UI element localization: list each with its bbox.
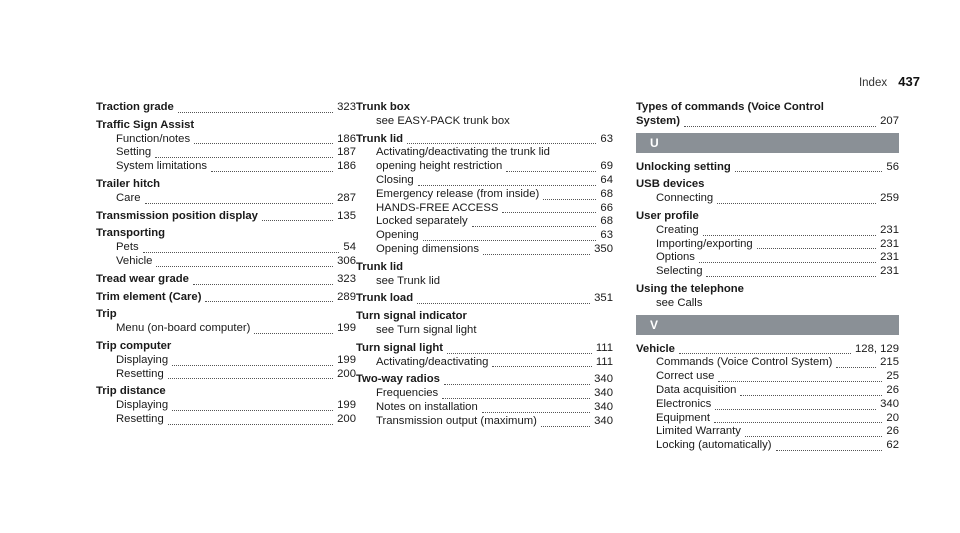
subentry-page-number[interactable]: 63: [600, 229, 613, 242]
subentry-text: Correct use: [656, 370, 715, 383]
entry-page-number[interactable]: 351: [594, 292, 613, 305]
entry-heading-row[interactable]: [356, 292, 613, 306]
subentry-text: Notes on installation: [376, 400, 478, 413]
dot-leader: [684, 126, 876, 127]
subentry-text: Data acquisition: [656, 383, 737, 396]
subentry-text: Creating: [656, 223, 699, 236]
entry-page-number[interactable]: 111: [595, 341, 613, 354]
entry-heading: USB devices: [636, 178, 705, 191]
index-entry: [636, 283, 899, 311]
dot-leader: [757, 248, 876, 249]
subentry-text: Selecting: [656, 265, 703, 278]
subentry-page-number[interactable]: 306: [337, 254, 356, 267]
subentry-page-number[interactable]: 350: [594, 242, 613, 255]
dot-leader: [205, 301, 333, 302]
subentry-row[interactable]: [356, 229, 613, 243]
subentry-row[interactable]: [356, 387, 613, 401]
subentry-text: Resetting: [116, 412, 164, 425]
entry-heading-row[interactable]: [356, 342, 613, 356]
subentry-page-number[interactable]: 340: [594, 414, 613, 427]
entry-heading-row: [636, 283, 899, 297]
subentry-page-number[interactable]: 231: [880, 251, 899, 264]
dot-leader: [699, 262, 876, 263]
entry-heading-row[interactable]: [636, 115, 899, 129]
subentry-text: Closing: [376, 173, 414, 186]
entry-heading-row: [96, 340, 356, 354]
subentry-page-number[interactable]: 200: [337, 412, 356, 425]
page-number: 437: [898, 74, 920, 89]
entry-heading-row[interactable]: [96, 291, 356, 305]
dot-leader: [418, 185, 597, 186]
entry-heading-row[interactable]: [636, 161, 899, 175]
subentry-row[interactable]: [96, 354, 356, 368]
index-entry: [96, 291, 356, 305]
subentry-text: Options: [656, 251, 695, 264]
entry-page-number[interactable]: 63: [600, 132, 613, 145]
subentry-text: Commands (Voice Control System): [656, 356, 833, 369]
subentry-row[interactable]: [96, 255, 356, 269]
subentry-row[interactable]: [636, 398, 899, 412]
entry-heading: Trunk box: [356, 101, 410, 113]
entry-heading: Unlocking setting: [636, 160, 731, 173]
cross-reference[interactable]: see Trunk lid: [376, 274, 441, 287]
subentry-text: Resetting: [116, 367, 164, 380]
subentry-text: Opening dimensions: [376, 242, 479, 255]
subentry-row[interactable]: [636, 384, 899, 398]
dot-leader: [541, 426, 590, 427]
subentry-row[interactable]: [96, 399, 356, 413]
index-entry: [356, 342, 613, 370]
entry-heading: Trunk load: [356, 292, 414, 305]
subentry-text: Locking (automatically): [656, 439, 772, 452]
subentry-page-number[interactable]: 54: [343, 241, 356, 254]
subentry-row[interactable]: [636, 356, 899, 370]
entry-heading: Using the telephone: [636, 282, 744, 295]
subentry-row[interactable]: [356, 202, 613, 216]
dot-leader: [543, 199, 596, 200]
entry-heading-line1: Types of commands (Voice Control: [636, 101, 824, 113]
subentry-text: Displaying: [116, 399, 169, 412]
cross-reference[interactable]: see Turn signal light: [376, 323, 477, 336]
entry-heading-row: [356, 310, 613, 324]
subentry-text: Emergency release (from inside): [376, 187, 540, 200]
dot-leader: [472, 226, 597, 227]
dot-leader: [178, 112, 333, 113]
subentry-row[interactable]: [356, 215, 613, 229]
dot-leader: [745, 436, 882, 437]
subentry-row[interactable]: [636, 238, 899, 252]
entry-heading: Vehicle: [636, 342, 675, 355]
subentry-row[interactable]: [636, 192, 899, 206]
subentry-page-number[interactable]: 340: [594, 400, 613, 413]
entry-heading-row: [356, 261, 613, 275]
entry-heading-row: [636, 178, 899, 192]
subentry-page-number[interactable]: 231: [880, 237, 899, 250]
dot-leader: [417, 303, 590, 304]
index-entry: [356, 292, 613, 306]
dot-leader: [714, 422, 882, 423]
dot-leader: [836, 367, 876, 368]
subentry-row[interactable]: [636, 251, 899, 265]
dot-leader: [717, 203, 876, 204]
entry-heading: User profile: [636, 209, 699, 222]
entry-heading: Trunk lid: [356, 132, 404, 145]
entry-page-number[interactable]: 323: [337, 101, 356, 113]
entry-heading: Traffic Sign Assist: [96, 118, 195, 131]
index-entry: [636, 343, 899, 453]
subentry-page-number[interactable]: 231: [880, 265, 899, 278]
dot-leader: [194, 143, 333, 144]
index-entry: [96, 308, 356, 336]
index-entry: [96, 340, 356, 381]
entry-heading: Tread wear grade: [96, 272, 189, 285]
entry-heading: Transporting: [96, 227, 166, 240]
dot-leader: [168, 378, 333, 379]
dot-leader: [193, 284, 333, 285]
index-entry: [96, 119, 356, 174]
dot-leader: [679, 353, 851, 354]
entry-heading: Transmission position display: [96, 209, 258, 222]
entry-heading-row: [96, 227, 356, 241]
entry-page-number[interactable]: 128, 129: [855, 342, 899, 355]
entry-heading-line2: System): [636, 114, 680, 127]
subentry-text: Limited Warranty: [656, 425, 741, 438]
subentry-page-number[interactable]: 68: [600, 187, 613, 200]
dot-leader: [145, 203, 334, 204]
cross-reference[interactable]: see EASY-PACK trunk box: [376, 114, 510, 127]
dot-leader: [155, 157, 333, 158]
entry-heading: Two-way radios: [356, 373, 440, 386]
index-entry: [96, 273, 356, 287]
subentry-text: Activating/deactivating the trunk lid: [376, 146, 550, 159]
entry-heading-row[interactable]: [96, 273, 356, 287]
subentry-page-number[interactable]: 340: [594, 387, 613, 400]
subentry-text: Equipment: [656, 411, 711, 424]
entry-page-number[interactable]: 56: [886, 160, 899, 173]
dot-leader: [706, 276, 876, 277]
subentry-page-number[interactable]: 111: [595, 355, 613, 368]
subentry-row[interactable]: [96, 146, 356, 160]
subentry-row[interactable]: [636, 265, 899, 279]
index-entry: [96, 210, 356, 224]
subentry-page-number[interactable]: 64: [600, 173, 613, 186]
subentry-text: HANDS-FREE ACCESS: [376, 201, 499, 214]
subentry-page-number[interactable]: 215: [880, 356, 899, 369]
dot-leader: [483, 254, 590, 255]
subentry-row[interactable]: [636, 224, 899, 238]
entry-heading-row[interactable]: [96, 101, 356, 115]
dot-leader: [423, 240, 597, 241]
entry-page-number[interactable]: 135: [337, 209, 356, 222]
section-title: Index: [858, 77, 888, 89]
subentry-page-number[interactable]: 200: [337, 367, 356, 380]
entry-heading: Trip distance: [96, 385, 166, 398]
index-entry: [356, 133, 613, 257]
subentry-row[interactable]: [356, 160, 613, 174]
subentry-page-number[interactable]: 231: [880, 223, 899, 236]
entry-heading-row[interactable]: [356, 373, 613, 387]
subentry-page-number[interactable]: 66: [600, 201, 613, 214]
subentry-row[interactable]: [96, 413, 356, 427]
index-entry: [636, 178, 899, 206]
dot-leader: [442, 398, 590, 399]
entry-page-number[interactable]: 323: [337, 272, 356, 285]
subentry-row: [356, 146, 613, 160]
dot-leader: [482, 412, 590, 413]
index-column-2: [356, 101, 613, 433]
section-letter: U: [636, 133, 899, 153]
subentry-text: System limitations: [116, 160, 208, 173]
subentry-row[interactable]: [356, 188, 613, 202]
subentry-page-number[interactable]: 25: [886, 370, 899, 383]
index-entry: [96, 101, 356, 115]
subentry-page-number[interactable]: 340: [880, 397, 899, 410]
index-entry: [636, 161, 899, 175]
dot-leader: [735, 171, 883, 172]
entry-heading: Trip: [96, 308, 117, 321]
entry-heading-row[interactable]: [96, 210, 356, 224]
index-entry: [356, 101, 613, 129]
subentry-text: Care: [116, 191, 141, 204]
dot-leader: [143, 252, 340, 253]
subentry-page-number[interactable]: 259: [880, 192, 899, 205]
entry-heading: Trailer hitch: [96, 177, 161, 190]
entry-heading: Turn signal light: [356, 341, 444, 354]
index-entry: [356, 261, 613, 289]
dot-leader: [444, 384, 590, 385]
subentry-text: Opening: [376, 229, 419, 242]
subentry-row[interactable]: [636, 425, 899, 439]
entry-heading-row: [636, 210, 899, 224]
subentry-row[interactable]: [96, 322, 356, 336]
subentry-page-number[interactable]: 62: [886, 439, 899, 452]
entry-heading-row: [96, 119, 356, 133]
dot-leader: [407, 143, 596, 144]
index-entry: [96, 227, 356, 268]
dot-leader: [447, 353, 592, 354]
subentry-row[interactable]: [356, 415, 613, 429]
subentry-page-number[interactable]: 186: [337, 160, 356, 173]
subentry-text: Connecting: [656, 192, 714, 205]
entry-heading-row[interactable]: [356, 133, 613, 147]
subentry-row[interactable]: [636, 412, 899, 426]
entry-page-number[interactable]: 289: [337, 290, 356, 303]
subentry-row[interactable]: [356, 401, 613, 415]
subentry-text: Transmission output (maximum): [376, 414, 537, 427]
subentry-text: Electronics: [656, 397, 712, 410]
dot-leader: [776, 450, 883, 451]
dot-leader: [172, 410, 333, 411]
entry-heading: Traction grade: [96, 101, 174, 113]
subentry-page-number[interactable]: 68: [600, 215, 613, 228]
subentry-page-number[interactable]: 186: [337, 132, 356, 145]
subentry-page-number[interactable]: 26: [886, 425, 899, 438]
subentry-text: opening height restriction: [376, 160, 503, 173]
dot-leader: [254, 333, 333, 334]
page-header: [859, 74, 920, 89]
index-entry: [636, 101, 899, 129]
subentry-text: Frequencies: [376, 387, 439, 400]
dot-leader: [172, 365, 333, 366]
subentry-page-number[interactable]: 199: [337, 399, 356, 412]
subentry-text: Setting: [116, 146, 152, 159]
dot-leader: [718, 381, 882, 382]
subentry-text: Activating/deactivating: [376, 355, 489, 368]
dot-leader: [703, 235, 876, 236]
cross-reference[interactable]: see Calls: [656, 296, 703, 309]
entry-heading: Trunk lid: [356, 260, 404, 273]
dot-leader: [506, 171, 596, 172]
subentry-page-number[interactable]: 199: [337, 322, 356, 335]
subentry-text: Vehicle: [116, 254, 153, 267]
section-letter: V: [636, 315, 899, 335]
subentry-row[interactable]: [96, 160, 356, 174]
subentry-text: Function/notes: [116, 132, 191, 145]
entry-heading-row: [356, 101, 613, 115]
entry-heading-row: [96, 308, 356, 322]
subentry-row[interactable]: [356, 243, 613, 257]
entry-heading: Turn signal indicator: [356, 310, 467, 323]
entry-heading-row: [636, 101, 899, 115]
subentry-page-number[interactable]: 187: [337, 146, 356, 159]
entry-page-number[interactable]: 340: [594, 373, 613, 386]
entry-heading: Trip computer: [96, 339, 172, 352]
subentry-page-number[interactable]: 69: [600, 160, 613, 173]
subentry-page-number[interactable]: 199: [337, 353, 356, 366]
index-column-1: [96, 101, 356, 431]
subentry-row[interactable]: [96, 133, 356, 147]
dot-leader: [715, 409, 876, 410]
subentry-row[interactable]: [96, 368, 356, 382]
entry-heading-row[interactable]: [636, 343, 899, 357]
dot-leader: [211, 171, 333, 172]
subentry-row[interactable]: [356, 356, 613, 370]
dot-leader: [168, 424, 333, 425]
subentry-row[interactable]: [636, 370, 899, 384]
subentry-text: Displaying: [116, 353, 169, 366]
index-entry: [96, 385, 356, 426]
subentry-text: Importing/exporting: [656, 237, 753, 250]
dot-leader: [156, 266, 333, 267]
index-entry: [96, 178, 356, 206]
index-entry: [636, 210, 899, 279]
entry-heading-row: [96, 178, 356, 192]
entry-heading-row: [96, 385, 356, 399]
subentry-text: Pets: [116, 241, 139, 254]
subentry-page-number[interactable]: 26: [886, 383, 899, 396]
subentry-row[interactable]: [96, 192, 356, 206]
entry-page-number[interactable]: 207: [880, 114, 899, 127]
dot-leader: [492, 366, 591, 367]
dot-leader: [262, 220, 333, 221]
subentry-text: Menu (on-board computer): [116, 322, 251, 335]
dot-leader: [502, 212, 596, 213]
subentry-row[interactable]: [96, 241, 356, 255]
entry-heading: Trim element (Care): [96, 290, 202, 303]
index-column-3: [636, 101, 899, 457]
subentry-row[interactable]: [356, 174, 613, 188]
subentry-page-number[interactable]: 20: [886, 411, 899, 424]
subentry-row[interactable]: [636, 439, 899, 453]
dot-leader: [740, 395, 882, 396]
subentry-page-number[interactable]: 287: [337, 191, 356, 204]
subentry-text: Locked separately: [376, 215, 468, 228]
index-entry: [356, 310, 613, 338]
index-entry: [356, 373, 613, 428]
